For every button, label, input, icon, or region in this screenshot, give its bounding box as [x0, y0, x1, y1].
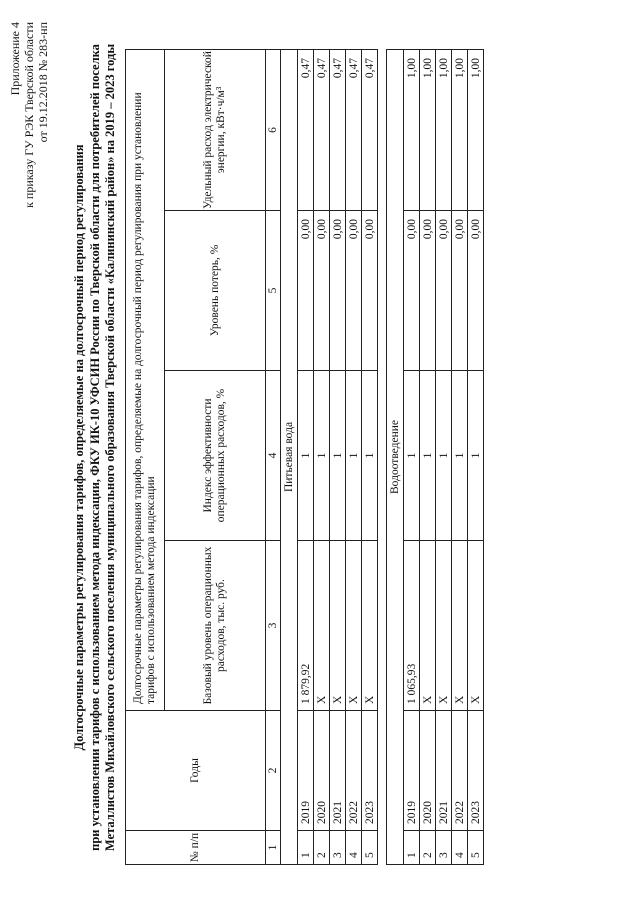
col-number: 4 — [266, 371, 281, 541]
title-line-2: при установлении тарифов с использованием метода индексации, ФКУ ИК-10 УФСИН России по Тверской области для потребителей поселка — [87, 44, 102, 851]
col-number: 6 — [266, 49, 281, 210]
table-row — [330, 49, 346, 864]
cell-loss: 0,00 — [330, 211, 346, 371]
appendix-line-2: к приказу ГУ РЭК Тверской области — [22, 22, 36, 208]
cell-no: 3 — [330, 831, 346, 865]
cell-year: 2022 — [346, 711, 362, 831]
cell-index: 1 — [404, 371, 420, 541]
cell-no: 2 — [420, 831, 436, 865]
table-row — [452, 49, 468, 864]
table-row — [346, 49, 362, 864]
header-group: Долгосрочные параметры регулирования тарифов, определяемые на долгосрочный период регулирования при установлении тарифов с использованием метода индексации — [126, 49, 165, 710]
cell-energy: 1,00 — [404, 49, 420, 210]
cell-year: 2020 — [420, 711, 436, 831]
cell-no: 4 — [452, 831, 468, 865]
cell-base: Х — [330, 541, 346, 711]
col-number: 3 — [266, 541, 281, 711]
cell-energy: 0,47 — [298, 49, 314, 210]
cell-energy: 1,00 — [436, 49, 452, 210]
cell-base: Х — [314, 541, 330, 711]
cell-loss: 0,00 — [452, 211, 468, 371]
cell-year: 2023 — [362, 711, 378, 831]
cell-energy: 0,47 — [346, 49, 362, 210]
parameters-table — [125, 49, 484, 865]
section-header-row — [387, 49, 404, 864]
cell-index: 1 — [346, 371, 362, 541]
header-loss: Уровень потерь, % — [165, 211, 266, 371]
cell-no: 1 — [298, 831, 314, 865]
cell-base: 1 879,92 — [298, 541, 314, 711]
cell-index: 1 — [468, 371, 484, 541]
table-row — [362, 49, 378, 864]
cell-no: 1 — [404, 831, 420, 865]
title-line-3: Металлистов Михайловского сельского поселения муниципального образования Тверской области «Калининский район» на 2019 – 2023 годы — [103, 43, 117, 852]
table-row — [436, 49, 452, 864]
cell-index: 1 — [298, 371, 314, 541]
cell-base: 1 065,93 — [404, 541, 420, 711]
cell-loss: 0,00 — [468, 211, 484, 371]
header-years: Годы — [126, 711, 266, 831]
table-row — [298, 49, 314, 864]
section-title: Питьевая вода — [281, 49, 298, 864]
cell-no: 2 — [314, 831, 330, 865]
header-row-top — [126, 49, 165, 864]
cell-year: 2019 — [298, 711, 314, 831]
table-row — [314, 49, 330, 864]
cell-energy: 0,47 — [314, 49, 330, 210]
cell-energy: 0,47 — [330, 49, 346, 210]
cell-loss: 0,00 — [436, 211, 452, 371]
header-no: № п/п — [126, 831, 266, 865]
cell-energy: 1,00 — [452, 49, 468, 210]
table-row — [404, 49, 420, 864]
col-number: 2 — [266, 711, 281, 831]
cell-index: 1 — [452, 371, 468, 541]
appendix-line-1: Приложение 4 — [8, 22, 22, 96]
section-title: Водоотведение — [387, 49, 404, 864]
table-row — [420, 49, 436, 864]
appendix-line-3: от 19.12.2018 № 283-нп — [36, 22, 50, 143]
cell-year: 2020 — [314, 711, 330, 831]
cell-no: 3 — [436, 831, 452, 865]
cell-index: 1 — [420, 371, 436, 541]
cell-index: 1 — [436, 371, 452, 541]
cell-loss: 0,00 — [298, 211, 314, 371]
header-energy: Удельный расход электрической энергии, кВт·ч/м³ — [165, 49, 266, 210]
cell-no: 5 — [468, 831, 484, 865]
cell-index: 1 — [330, 371, 346, 541]
cell-energy: 1,00 — [420, 49, 436, 210]
cell-year: 2022 — [452, 711, 468, 831]
cell-base: Х — [468, 541, 484, 711]
appendix-note — [8, 22, 50, 208]
cell-year: 2019 — [404, 711, 420, 831]
title-line-1: Долгосрочные параметры регулирования тарифов, определяемые на долгосрочный период регулирования — [72, 144, 86, 751]
table-row — [468, 49, 484, 864]
cell-base: Х — [436, 541, 452, 711]
cell-base: Х — [346, 541, 362, 711]
cell-loss: 0,00 — [420, 211, 436, 371]
table-body — [126, 49, 484, 864]
col-number: 5 — [266, 211, 281, 371]
header-index: Индекс эффективности операционных расходов, % — [165, 371, 266, 541]
cell-index: 1 — [314, 371, 330, 541]
cell-loss: 0,00 — [362, 211, 378, 371]
cell-year: 2023 — [468, 711, 484, 831]
column-number-row — [266, 49, 281, 864]
cell-no: 5 — [362, 831, 378, 865]
cell-energy: 1,00 — [468, 49, 484, 210]
cell-loss: 0,00 — [346, 211, 362, 371]
section-spacer — [378, 49, 387, 864]
cell-no: 4 — [346, 831, 362, 865]
cell-year: 2021 — [436, 711, 452, 831]
cell-energy: 0,47 — [362, 49, 378, 210]
cell-loss: 0,00 — [404, 211, 420, 371]
document-title — [72, 10, 119, 885]
cell-base: Х — [452, 541, 468, 711]
cell-year: 2021 — [330, 711, 346, 831]
header-base: Базовый уровень операционных расходов, тыс. руб. — [165, 541, 266, 711]
cell-index: 1 — [362, 371, 378, 541]
cell-base: Х — [362, 541, 378, 711]
cell-base: Х — [420, 541, 436, 711]
cell-loss: 0,00 — [314, 211, 330, 371]
col-number: 1 — [266, 831, 281, 865]
section-header-row — [281, 49, 298, 864]
spacer-cell — [378, 49, 387, 864]
